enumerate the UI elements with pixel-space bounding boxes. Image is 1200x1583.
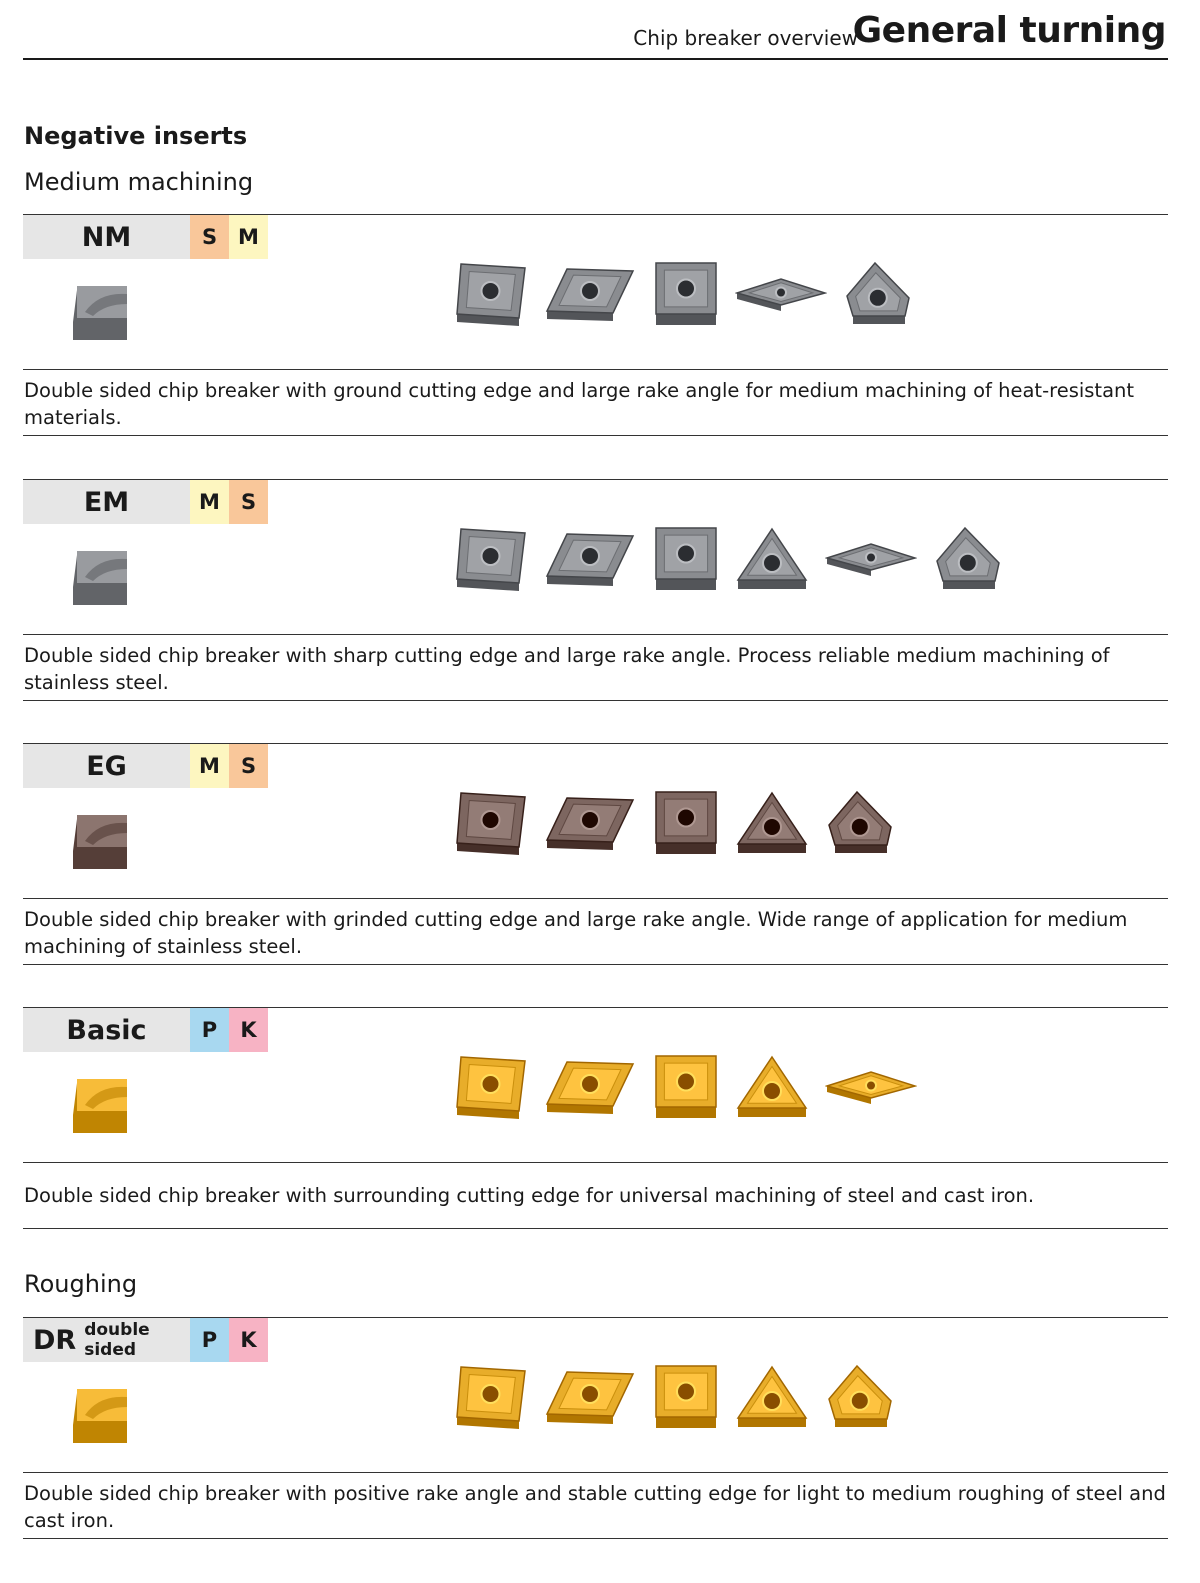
insert-corner-closeup-icon: [69, 1075, 129, 1137]
breaker-code: DR: [33, 1324, 77, 1356]
divider: [23, 1472, 1168, 1473]
breaker-code-box: [23, 1008, 190, 1052]
breaker-code-box: [23, 215, 190, 259]
material-group-badge-k: K: [229, 1318, 268, 1362]
breaker-eg: [23, 743, 1168, 967]
breaker-description: Double sided chip breaker with positive rake angle and stable cutting edge for light to medium roughing of steel and cast iron.: [24, 1482, 1166, 1532]
breaker-code-box: [23, 1318, 190, 1362]
SNMG-insert-icon: [653, 525, 719, 593]
material-group-badge-s: S: [190, 215, 229, 259]
CNMG-insert-icon: [453, 525, 529, 593]
divider: [23, 369, 1168, 370]
breaker-dr: [23, 1317, 1168, 1541]
DNMG-insert-icon: [545, 263, 637, 325]
SNMG-insert-icon: [653, 1053, 719, 1121]
divider: [23, 700, 1168, 701]
CNMG-insert-icon: [453, 789, 529, 857]
breaker-description: Double sided chip breaker with sharp cutting edge and large rake angle. Process reliable medium machining of stainless steel.: [24, 644, 1110, 694]
divider: [23, 1162, 1168, 1163]
breaker-code-box: [23, 480, 190, 524]
divider: [23, 435, 1168, 436]
breaker-code: NM: [81, 221, 132, 253]
DNMG-insert-icon: [545, 528, 637, 590]
material-group-badge-s: S: [229, 480, 268, 524]
CNMG-insert-icon: [453, 1363, 529, 1431]
breaker-em: [23, 479, 1168, 703]
insert-gallery: [453, 519, 1021, 599]
breaker-description: Double sided chip breaker with grinded cutting edge and large rake angle. Wide range of application for medium machining of stainless steel.: [24, 908, 1128, 958]
insert-gallery: [453, 783, 913, 863]
WNMG-insert-icon: [843, 260, 915, 328]
WNMG-insert-icon: [825, 1363, 897, 1431]
SNMG-insert-icon: [653, 789, 719, 857]
VNMG-insert-icon: [825, 1064, 917, 1110]
material-group-badge-m: M: [190, 480, 229, 524]
breaker-description: Double sided chip breaker with ground cutting edge and large rake angle for medium machining of heat-resistant materials.: [24, 379, 1135, 429]
breaker-code: EG: [86, 750, 127, 782]
breaker-nm: [23, 214, 1168, 438]
breaker-code-box: [23, 744, 190, 788]
material-group-badge-m: M: [229, 215, 268, 259]
section-title: Negative inserts: [24, 122, 248, 150]
DNMG-insert-icon: [545, 1366, 637, 1428]
subsection-roughing: Roughing: [24, 1270, 138, 1298]
SNMG-insert-icon: [653, 260, 719, 328]
TNMG-insert-icon: [735, 1054, 809, 1120]
VNMG-insert-icon: [735, 271, 827, 317]
breaker-basic: [23, 1007, 1168, 1231]
DNMG-insert-icon: [545, 792, 637, 854]
CNMG-insert-icon: [453, 260, 529, 328]
divider: [23, 898, 1168, 899]
divider: [23, 1538, 1168, 1539]
TNMG-insert-icon: [735, 526, 809, 592]
TNMG-insert-icon: [735, 1364, 809, 1430]
material-group-badge-p: P: [190, 1008, 229, 1052]
breaker-description: Double sided chip breaker with surrounding cutting edge for universal machining of steel and cast iron.: [24, 1184, 1035, 1207]
divider: [23, 634, 1168, 635]
insert-gallery: [453, 1357, 913, 1437]
header-title: General turning: [852, 10, 1166, 51]
insert-corner-closeup-icon: [69, 282, 129, 344]
SNMG-insert-icon: [653, 1363, 719, 1431]
divider: [23, 964, 1168, 965]
material-group-badge-m: M: [190, 744, 229, 788]
WNMG-insert-icon: [825, 789, 897, 857]
material-group-badge-p: P: [190, 1318, 229, 1362]
WNMG-insert-icon: [933, 525, 1005, 593]
insert-corner-closeup-icon: [69, 547, 129, 609]
breaker-code: Basic: [66, 1014, 147, 1046]
divider: [23, 1228, 1168, 1229]
insert-gallery: [453, 254, 931, 334]
material-group-badge-s: S: [229, 744, 268, 788]
TNMG-insert-icon: [735, 790, 809, 856]
VNMG-insert-icon: [825, 536, 917, 582]
subsection-medium-machining: Medium machining: [24, 168, 254, 196]
DNMG-insert-icon: [545, 1056, 637, 1118]
page-header: [23, 0, 1168, 60]
material-group-badge-k: K: [229, 1008, 268, 1052]
header-subtitle: Chip breaker overview: [633, 26, 858, 50]
insert-corner-closeup-icon: [69, 1385, 129, 1447]
breaker-code: EM: [83, 486, 130, 518]
breaker-code-note: double sided: [84, 1320, 150, 1360]
insert-gallery: [453, 1047, 933, 1127]
CNMG-insert-icon: [453, 1053, 529, 1121]
insert-corner-closeup-icon: [69, 811, 129, 873]
